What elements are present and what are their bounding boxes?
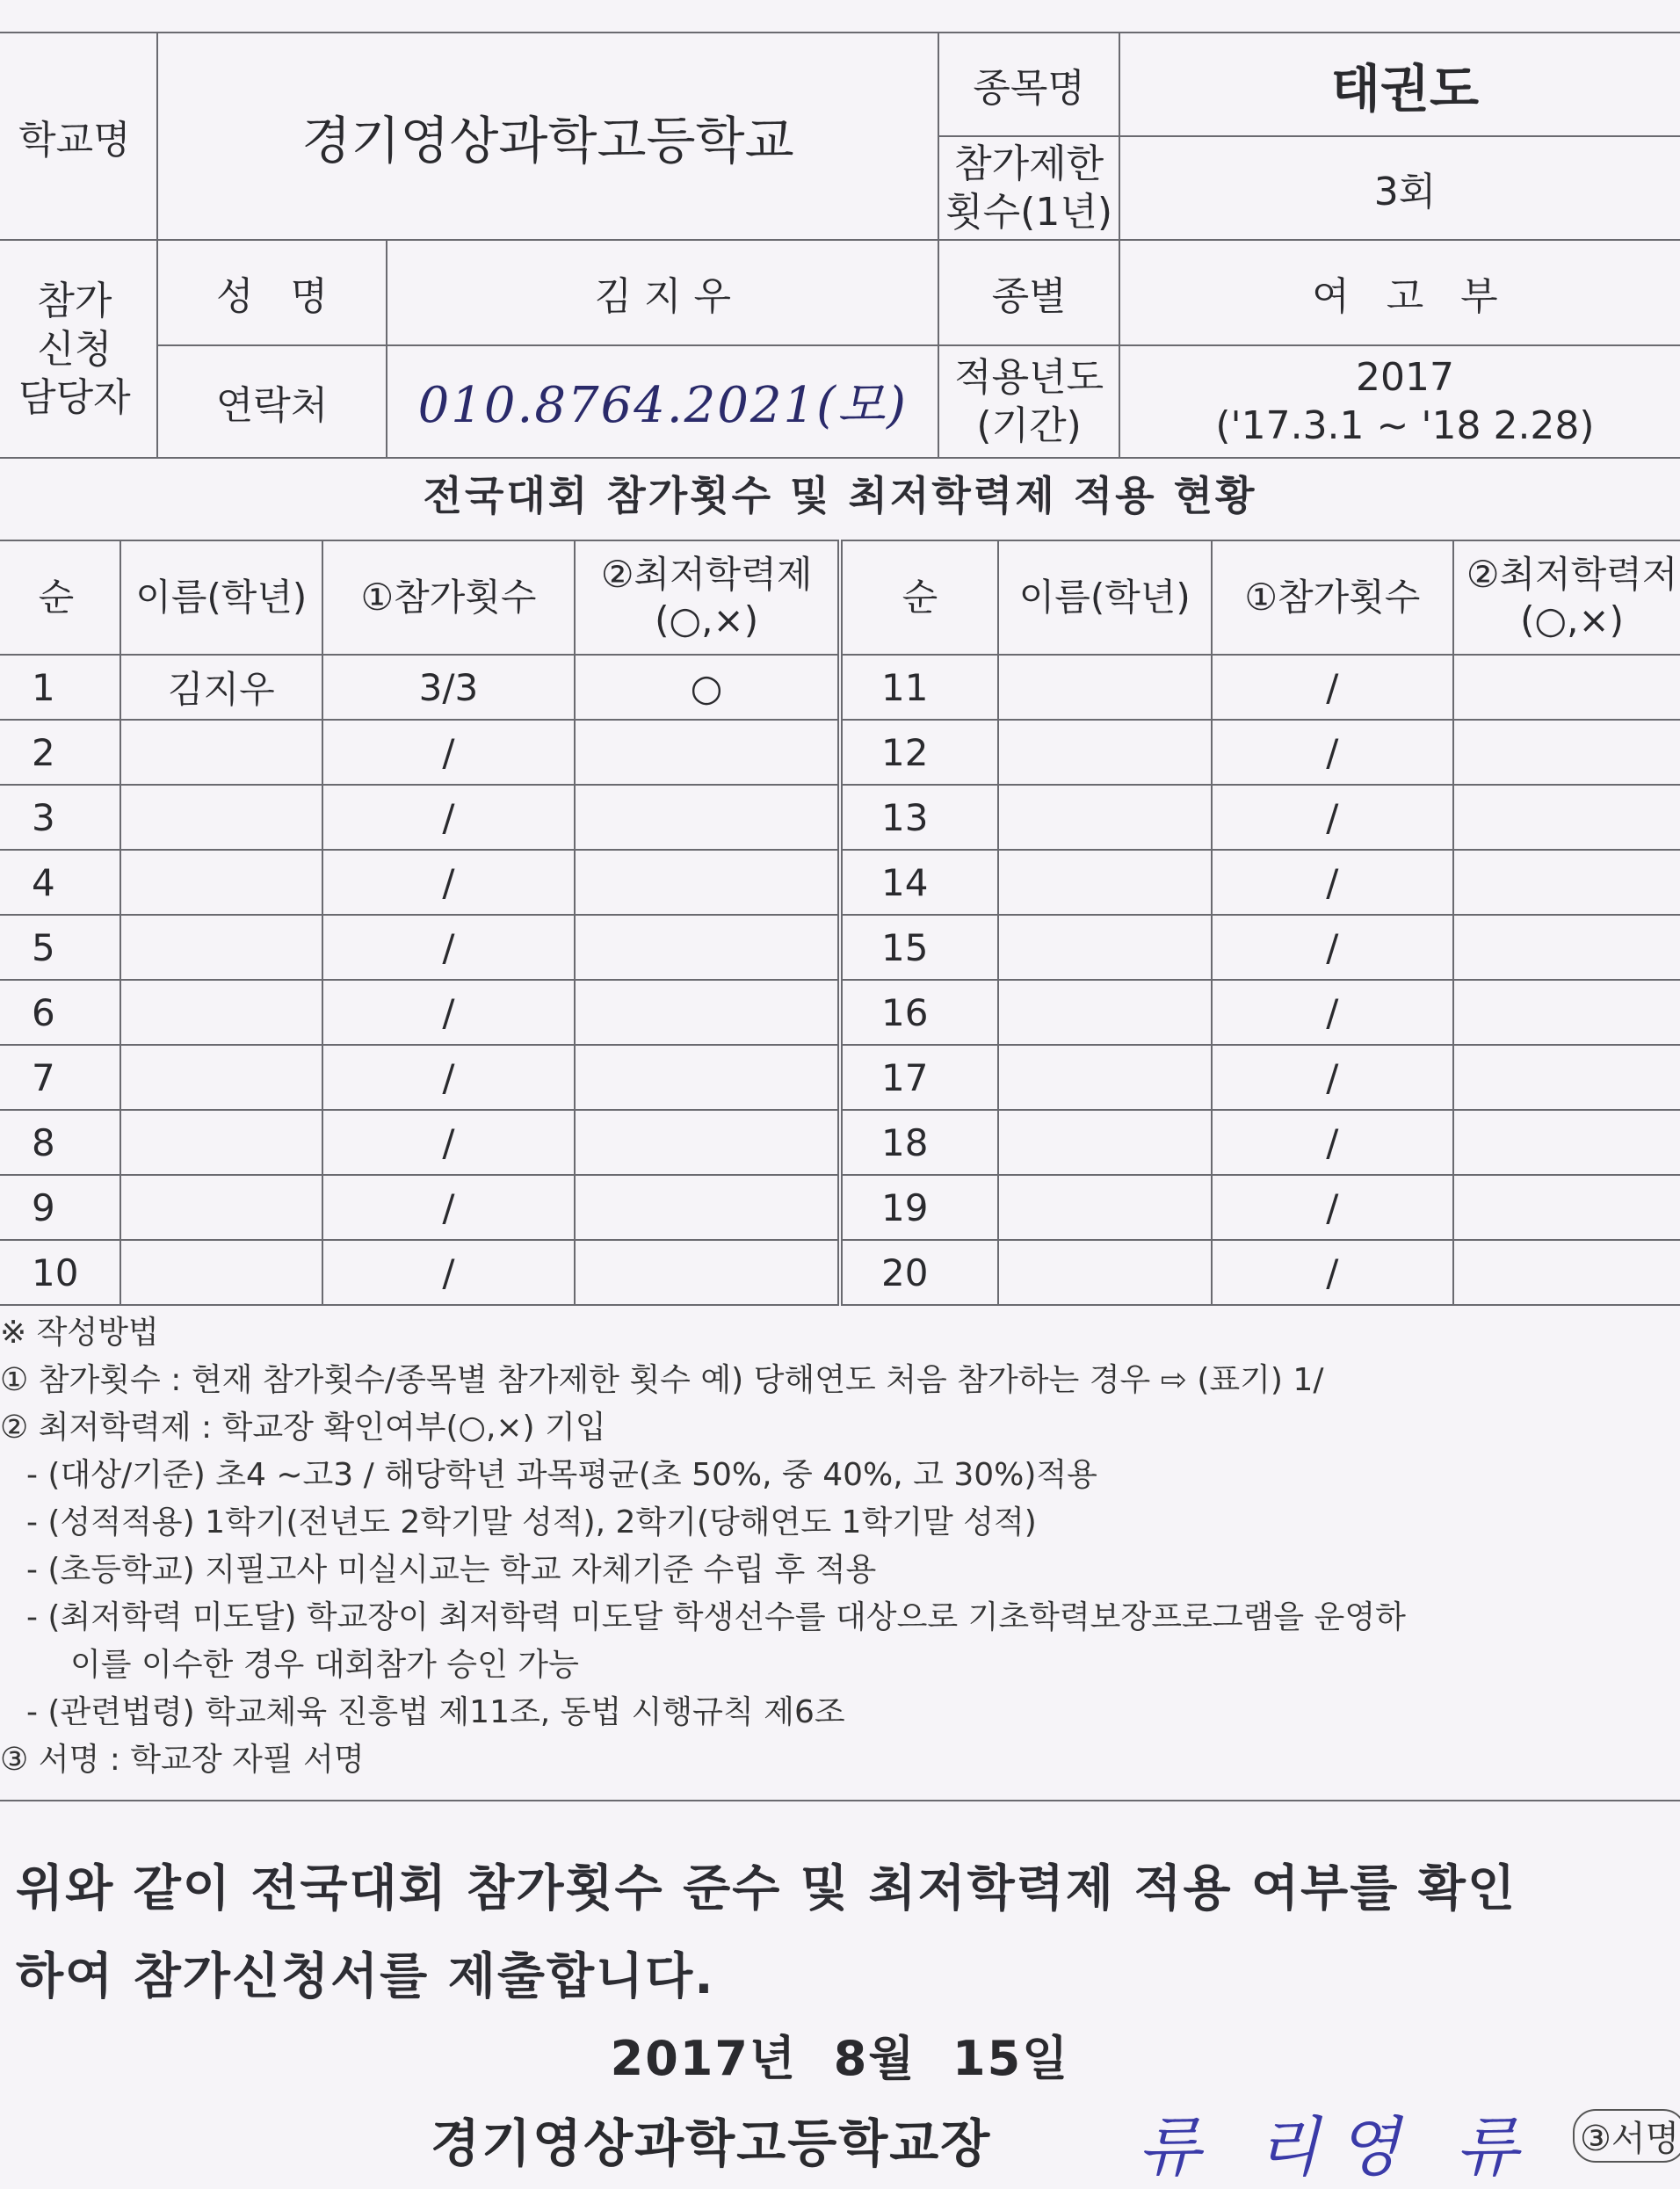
row-count-right: /	[1212, 1240, 1454, 1305]
contact-value: 010.8764.2021(모)	[387, 345, 938, 458]
note-2b: - (성적적용) 1학기(전년도 2학기말 성적), 2학기(당해연도 1학기말 성적)	[26, 1504, 1037, 1540]
row-count-right: /	[1212, 1175, 1454, 1240]
row-number-right: 19	[840, 1175, 998, 1240]
row-count: /	[322, 1045, 576, 1110]
row-number-right: 13	[840, 785, 998, 850]
row-count-right: /	[1212, 980, 1454, 1045]
row-number: 2	[0, 720, 120, 785]
row-count: /	[322, 1240, 576, 1305]
table-row	[0, 1110, 1680, 1175]
col-order: 순	[0, 540, 120, 655]
row-name	[120, 1240, 322, 1305]
row-name-right	[998, 1045, 1212, 1110]
col-min	[575, 540, 840, 655]
row-name: 김지우	[120, 655, 322, 720]
row-name-right	[998, 785, 1212, 850]
row-name	[120, 1045, 322, 1110]
table-row	[0, 720, 1680, 785]
status-table	[0, 540, 1680, 1306]
row-min-right	[1453, 915, 1680, 980]
principal-title: 경기영상과학고등학교장	[431, 2113, 992, 2173]
row-min-right	[1453, 785, 1680, 850]
table-header-row	[0, 540, 1680, 655]
note-2d-cont: 이를 이수한 경우 대회참가 승인 가능	[70, 1647, 579, 1683]
row-min	[575, 1045, 840, 1110]
row-min	[575, 785, 840, 850]
category-value: 여 고 부	[1119, 240, 1680, 345]
divider	[0, 1800, 1680, 1801]
note-3: ③ 서명 : 학교장 자필 서명	[0, 1742, 365, 1778]
row-min	[575, 980, 840, 1045]
row-count-right: /	[1212, 720, 1454, 785]
row-name	[120, 1110, 322, 1175]
contact-person-label-line-3: 담당자	[18, 374, 131, 420]
row-number-right: 16	[840, 980, 998, 1045]
row-name	[120, 1175, 322, 1240]
row-name-right	[998, 655, 1212, 720]
row-min-right	[1453, 980, 1680, 1045]
limit-label-line-1: 참가제한	[954, 141, 1104, 186]
row-number: 5	[0, 915, 120, 980]
note-2e: - (관련법령) 학교체육 진흥법 제11조, 동법 시행규칙 제6조	[26, 1694, 845, 1730]
category-label: 종별	[938, 240, 1119, 345]
col-min-right-line-1: ②최저학력저	[1466, 552, 1678, 596]
row-number: 10	[0, 1240, 120, 1305]
row-count: /	[322, 1110, 576, 1175]
col-min-right	[1453, 540, 1680, 655]
note-1: ① 참가횟수 : 현재 참가횟수/종목별 참가제한 횟수 예) 당해연도 처음 참가하는 경우 ⇨ (표기) 1/	[0, 1362, 1324, 1398]
row-min	[575, 1240, 840, 1305]
row-name-right	[998, 1240, 1212, 1305]
row-name-right	[998, 980, 1212, 1045]
col-order-right: 순	[840, 540, 998, 655]
row-number-right: 18	[840, 1110, 998, 1175]
table-row	[0, 785, 1680, 850]
row-count: /	[322, 980, 576, 1045]
year-value-cell	[1119, 345, 1680, 458]
table-row	[0, 980, 1680, 1045]
row-name-right	[998, 850, 1212, 915]
principal-signature: 류 리영 류	[1138, 2110, 1536, 2185]
school-label: 학교명	[0, 33, 157, 240]
row-min	[575, 1175, 840, 1240]
statement	[16, 1845, 1680, 2021]
row-min	[575, 850, 840, 915]
sport-value: 태권도	[1119, 33, 1680, 136]
limit-value: 3회	[1119, 136, 1680, 240]
row-number-right: 20	[840, 1240, 998, 1305]
row-name	[120, 915, 322, 980]
row-min	[575, 1110, 840, 1175]
row-min: ○	[575, 655, 840, 720]
row-name-right	[998, 720, 1212, 785]
row-name	[120, 785, 322, 850]
row-min-right	[1453, 1045, 1680, 1110]
row-min-right	[1453, 1240, 1680, 1305]
row-name-right	[998, 1175, 1212, 1240]
table-row	[0, 850, 1680, 915]
row-min-right	[1453, 850, 1680, 915]
row-count-right: /	[1212, 1045, 1454, 1110]
header-table	[0, 32, 1680, 459]
row-count: /	[322, 850, 576, 915]
note-2a: - (대상/기준) 초4 ~고3 / 해당학년 과목평균(초 50%, 중 40%, 고 30%)적용	[26, 1457, 1097, 1493]
limit-label	[938, 136, 1119, 240]
row-min-right	[1453, 720, 1680, 785]
table-row	[0, 915, 1680, 980]
row-count: /	[322, 1175, 576, 1240]
row-number: 4	[0, 850, 120, 915]
table-row	[0, 1175, 1680, 1240]
row-count-right: /	[1212, 850, 1454, 915]
row-number-right: 17	[840, 1045, 998, 1110]
sign-label: ③서명	[1573, 2109, 1680, 2163]
row-name-right	[998, 1110, 1212, 1175]
submission-date: 2017년 8월 15일	[610, 2031, 1070, 2086]
limit-label-line-2: 횟수(1년)	[945, 190, 1112, 235]
note-2: ② 최저학력제 : 학교장 확인여부(○,×) 기입	[0, 1410, 606, 1446]
col-min-line-2: (○,×)	[655, 598, 759, 641]
row-min	[575, 720, 840, 785]
row-number: 3	[0, 785, 120, 850]
row-number: 8	[0, 1110, 120, 1175]
contact-person-label-line-1: 참가	[37, 278, 112, 323]
row-number: 1	[0, 655, 120, 720]
year-value: 2017	[1355, 355, 1454, 400]
year-label	[938, 345, 1119, 458]
row-min	[575, 915, 840, 980]
row-count: /	[322, 915, 576, 980]
row-number: 7	[0, 1045, 120, 1110]
table-row	[0, 655, 1680, 720]
col-name: 이름(학년)	[120, 540, 322, 655]
row-count: /	[322, 785, 576, 850]
sport-label: 종목명	[938, 33, 1119, 136]
statement-line-2: 하여 참가신청서를 제출합니다.	[16, 1948, 715, 2005]
row-number-right: 14	[840, 850, 998, 915]
col-count-right: ①참가횟수	[1212, 540, 1454, 655]
school-name: 경기영상과학고등학교	[157, 33, 939, 240]
statement-line-1: 위와 같이 전국대회 참가횟수 준수 및 최저학력제 적용 여부를 확인	[16, 1860, 1517, 1917]
col-name-right: 이름(학년)	[998, 540, 1212, 655]
table-row	[0, 1045, 1680, 1110]
contact-person-label	[0, 240, 157, 458]
section-title: 전국대회 참가횟수 및 최저학력제 적용 현황	[423, 472, 1257, 519]
row-name	[120, 720, 322, 785]
row-count-right: /	[1212, 1110, 1454, 1175]
row-number-right: 11	[840, 655, 998, 720]
row-number: 6	[0, 980, 120, 1045]
row-name	[120, 850, 322, 915]
note-2d: - (최저학력 미도달) 학교장이 최저학력 미도달 학생선수를 대상으로 기초학력보장프로그램을 운영하	[26, 1599, 1406, 1635]
year-label-line-1: 적용년도	[954, 355, 1104, 400]
row-number-right: 12	[840, 720, 998, 785]
contact-person-label-line-2: 신청	[37, 326, 112, 372]
row-min-right	[1453, 655, 1680, 720]
row-count-right: /	[1212, 785, 1454, 850]
row-count: /	[322, 720, 576, 785]
row-count-right: /	[1212, 655, 1454, 720]
row-name	[120, 980, 322, 1045]
row-min-right	[1453, 1175, 1680, 1240]
period-value: ('17.3.1 ~ '18 2.28)	[1215, 403, 1595, 448]
row-number: 9	[0, 1175, 120, 1240]
table-row	[0, 1240, 1680, 1305]
row-count: 3/3	[322, 655, 576, 720]
row-count-right: /	[1212, 915, 1454, 980]
col-min-right-line-2: (○,×)	[1520, 598, 1625, 641]
col-min-line-1: ②최저학력제	[600, 552, 813, 596]
notes-title: ※ 작성방법	[0, 1315, 159, 1351]
year-label-line-2: (기간)	[976, 403, 1082, 448]
notes	[0, 1309, 1680, 1784]
row-min-right	[1453, 1110, 1680, 1175]
row-number-right: 15	[840, 915, 998, 980]
col-count: ①참가횟수	[322, 540, 576, 655]
note-2c: - (초등학교) 지필고사 미실시교는 학교 자체기준 수립 후 적용	[26, 1552, 877, 1588]
name-label: 성 명	[157, 240, 387, 345]
contact-label: 연락처	[157, 345, 387, 458]
row-name-right	[998, 915, 1212, 980]
name-value: 김 지 우	[387, 240, 938, 345]
